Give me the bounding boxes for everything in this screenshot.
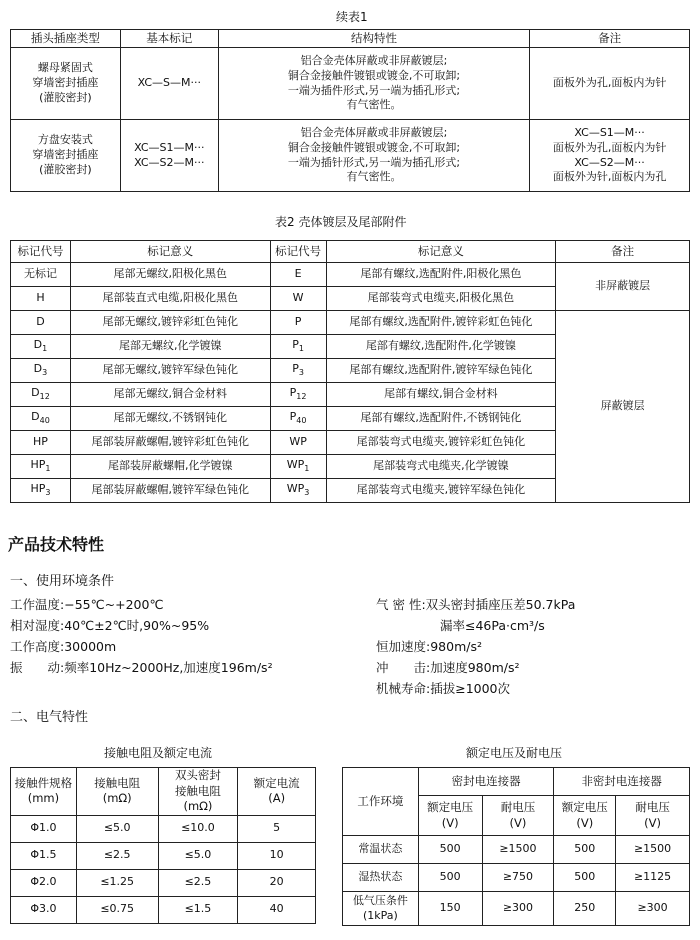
code-text: P [289, 386, 297, 399]
env-value: 40℃±2℃时,90%~95% [64, 618, 210, 633]
code-text: D [36, 315, 45, 329]
cell: ≤1.25 [76, 869, 158, 896]
col-header-note: 备注 [530, 30, 690, 48]
env-item-humidity [10, 616, 209, 634]
meaning-cell: 尾部有螺纹,选配附件,镀锌军绿色钝化 [326, 359, 556, 383]
col-header-withstand-voltage: 耐电压 (V) [482, 796, 554, 836]
code-subscript: 40 [39, 416, 50, 426]
cell: ≥1125 [616, 864, 690, 892]
code-cell [11, 287, 71, 311]
env-label: 气 密 性: [376, 597, 426, 612]
code-cell [11, 335, 71, 359]
code-cell [270, 359, 326, 383]
table-row [343, 892, 690, 926]
cell: 150 [418, 892, 482, 926]
table-row [11, 815, 316, 842]
meaning-cell: 尾部无螺纹,阳极化黑色 [70, 263, 270, 287]
meaning-cell: 尾部无螺纹,镀锌军绿色钝化 [70, 359, 270, 383]
cell: 500 [554, 864, 616, 892]
code-subscript: 1 [298, 344, 304, 354]
cell: 20 [238, 869, 316, 896]
table-row [11, 842, 316, 869]
table-row [11, 311, 690, 335]
code-cell [270, 263, 326, 287]
continued-table-caption: 续表1 [336, 10, 368, 24]
col-header-rated-voltage: 额定电压 (V) [418, 796, 482, 836]
code-text: D [31, 386, 40, 399]
code-text: WP [286, 482, 305, 495]
meaning-cell: 尾部无螺纹,镀锌彩虹色钝化 [70, 311, 270, 335]
code-subscript: 3 [304, 488, 310, 498]
env-label: 工作高度: [10, 639, 65, 654]
code-cell [270, 479, 326, 503]
code-text: P [292, 362, 299, 375]
code-text: D [33, 362, 43, 375]
cell: ≤1.5 [158, 896, 238, 923]
remark-cell: 非屏蔽镀层 [556, 263, 690, 311]
table-row [343, 864, 690, 892]
code-text: P [294, 315, 302, 329]
col-header-contact-resistance: 接触电阻 (mΩ) [76, 768, 158, 816]
env-label: 恒加速度: [376, 639, 431, 654]
code-cell [11, 311, 71, 335]
meaning-cell: 尾部无螺纹,不锈钢钝化 [70, 407, 270, 431]
col-header-meaning-2: 标记意义 [326, 241, 556, 263]
cell: 500 [418, 836, 482, 864]
code-cell [11, 431, 71, 455]
cell: 10 [238, 842, 316, 869]
code-text: WP [286, 458, 305, 471]
code-cell [270, 431, 326, 455]
note-cell: XC—S1—M··· 面板外为孔,面板内为针 XC—S2—M··· 面板外为针,面板内为孔 [530, 120, 690, 192]
feature-cell: 铝合金壳体屏蔽或非屏蔽镀层; 铜合金接触件镀银或镀金,不可取卸; 一端为插件形式,另一端为插孔形式; 有气密性。 [218, 48, 530, 120]
cell: Φ1.0 [11, 815, 77, 842]
meaning-cell: 尾部装屏蔽螺帽,镀锌军绿色钝化 [70, 479, 270, 503]
cell: ≤5.0 [158, 842, 238, 869]
col-header-code-2: 标记代号 [270, 241, 326, 263]
code-subscript: 3 [298, 368, 304, 378]
env-label: 冲 击: [376, 660, 431, 675]
env-item-leak-rate [440, 616, 545, 634]
cell: Φ1.5 [11, 842, 77, 869]
code-cell [270, 287, 326, 311]
env-value: 980m/s² [430, 639, 482, 654]
cell: 500 [554, 836, 616, 864]
meaning-cell: 尾部有螺纹,选配附件,化学镀镍 [326, 335, 556, 359]
meaning-cell: 尾部有螺纹,选配附件,不锈钢钝化 [326, 407, 556, 431]
cell: 40 [238, 896, 316, 923]
cell: 常温状态 [343, 836, 419, 864]
env-label: 振 动: [10, 660, 65, 675]
meaning-cell: 尾部装弯式电缆夹,镀锌军绿色钝化 [326, 479, 556, 503]
code-text: WP [289, 435, 307, 449]
contact-table [10, 767, 316, 924]
note-cell: 面板外为孔,面板内为针 [530, 48, 690, 120]
table-row [11, 869, 316, 896]
cell: 5 [238, 815, 316, 842]
code-subscript: 3 [42, 368, 48, 378]
cell: 250 [554, 892, 616, 926]
env-value: −55℃~+200℃ [64, 597, 164, 612]
cell: 低气压条件 (1kPa) [343, 892, 419, 926]
mark-cell: XC—S—M··· [120, 48, 218, 120]
code-subscript: 1 [45, 464, 51, 474]
section-title: 产品技术特性 [8, 535, 105, 554]
col-header-rated-current: 额定电流 (A) [238, 768, 316, 816]
code-subscript: 40 [296, 416, 307, 426]
col-header-rated-voltage: 额定电压 (V) [554, 796, 616, 836]
code-text: P [289, 410, 297, 423]
type-cell: 螺母紧固式 穿墙密封插座 (灌胶密封) [11, 48, 121, 120]
code-cell [11, 479, 71, 503]
voltage-table [342, 767, 690, 926]
table-row [11, 120, 690, 192]
env-subtitle: 一、使用环境条件 [10, 574, 115, 589]
cell: ≥750 [482, 864, 554, 892]
env-value: 30000m [64, 639, 117, 654]
meaning-cell: 尾部装弯式电缆夹,镀锌彩虹色钝化 [326, 431, 556, 455]
col-header-meaning-1: 标记意义 [70, 241, 270, 263]
env-label: 机械寿命: [376, 681, 431, 696]
code-subscript: 3 [45, 488, 51, 498]
code-text: HP [30, 482, 46, 495]
voltage-table-caption: 额定电压及耐电压 [466, 746, 563, 760]
col-header-mark: 基本标记 [120, 30, 218, 48]
code-text: D [33, 338, 43, 351]
cell: Φ3.0 [11, 896, 77, 923]
meaning-cell: 尾部有螺纹,选配附件,镀锌彩虹色钝化 [326, 311, 556, 335]
env-item-temperature [10, 595, 163, 613]
code-cell [270, 455, 326, 479]
meaning-cell: 尾部装弯式电缆夹,化学镀镍 [326, 455, 556, 479]
code-cell [270, 383, 326, 407]
code-text: E [294, 267, 302, 281]
code-text: H [36, 291, 45, 305]
env-label: 相对湿度: [10, 618, 65, 633]
col-header-environment: 工作环境 [343, 768, 419, 836]
code-text: D [31, 410, 40, 423]
type-cell: 方盘安装式 穿墙密封插座 (灌胶密封) [11, 120, 121, 192]
mark-cell: XC—S1—M··· XC—S2—M··· [120, 120, 218, 192]
cell: ≤10.0 [158, 815, 238, 842]
env-item-altitude [10, 637, 116, 655]
col-header-code-1: 标记代号 [11, 241, 71, 263]
cell: ≥300 [616, 892, 690, 926]
cell: ≥1500 [482, 836, 554, 864]
continued-table [10, 29, 690, 192]
env-item-airtightness [376, 595, 575, 613]
col-header-unsealed: 非密封电连接器 [554, 768, 690, 796]
table2-caption: 表2 壳体镀层及尾部附件 [275, 215, 407, 229]
meaning-cell: 尾部有螺纹,铜合金材料 [326, 383, 556, 407]
meaning-cell: 尾部装屏蔽螺帽,化学镀镍 [70, 455, 270, 479]
env-item-vibration [10, 658, 273, 676]
env-label: 工作温度: [10, 597, 65, 612]
cell: ≤5.0 [76, 815, 158, 842]
col-header-sealed: 密封电连接器 [418, 768, 554, 796]
cell: 500 [418, 864, 482, 892]
plating-table [10, 240, 690, 503]
cell: ≤0.75 [76, 896, 158, 923]
code-cell [270, 311, 326, 335]
meaning-cell: 尾部无螺纹,化学镀镍 [70, 335, 270, 359]
code-subscript: 1 [304, 464, 310, 474]
env-value: 插拔≥1000次 [430, 681, 511, 696]
meaning-cell: 尾部装直式电缆,阳极化黑色 [70, 287, 270, 311]
table-row [11, 48, 690, 120]
code-text: HP [30, 458, 46, 471]
code-cell [11, 407, 71, 431]
col-header-feature: 结构特性 [218, 30, 530, 48]
env-item-shock [376, 658, 520, 676]
meaning-cell: 尾部无螺纹,铜合金材料 [70, 383, 270, 407]
code-subscript: 12 [296, 392, 307, 402]
cell: ≥300 [482, 892, 554, 926]
table-row [343, 836, 690, 864]
code-cell [11, 263, 71, 287]
code-subscript: 1 [42, 344, 48, 354]
cell: ≥1500 [616, 836, 690, 864]
code-text: HP [33, 435, 48, 449]
cell: ≤2.5 [158, 869, 238, 896]
col-header-double-resistance: 双头密封 接触电阻 (mΩ) [158, 768, 238, 816]
col-header-remark: 备注 [556, 241, 690, 263]
code-cell [11, 359, 71, 383]
env-value: 双头密封插座压差50.7kPa [425, 597, 576, 612]
env-value: 加速度980m/s² [430, 660, 520, 675]
code-cell [11, 455, 71, 479]
code-text: W [292, 291, 304, 305]
code-text: 无标记 [23, 267, 57, 281]
remark-cell: 屏蔽镀层 [556, 311, 690, 503]
elec-subtitle: 二、电气特性 [10, 710, 89, 725]
code-cell [11, 383, 71, 407]
contact-table-caption: 接触电阻及额定电流 [104, 746, 213, 760]
cell: ≤2.5 [76, 842, 158, 869]
env-item-acceleration [376, 637, 482, 655]
col-header-withstand-voltage: 耐电压 (V) [616, 796, 690, 836]
code-text: P [292, 338, 299, 351]
code-cell [270, 335, 326, 359]
col-header-contact-size: 接触件规格 (mm) [11, 768, 77, 816]
col-header-type: 插头插座类型 [11, 30, 121, 48]
code-subscript: 12 [39, 392, 50, 402]
feature-cell: 铝合金壳体屏蔽或非屏蔽镀层; 铜合金接触件镀银或镀金,不可取卸; 一端为插针形式,另一端为插孔形式; 有气密性。 [218, 120, 530, 192]
table-row [11, 896, 316, 923]
meaning-cell: 尾部有螺纹,选配附件,阳极化黑色 [326, 263, 556, 287]
cell: Φ2.0 [11, 869, 77, 896]
code-cell [270, 407, 326, 431]
meaning-cell: 尾部装屏蔽螺帽,镀锌彩虹色钝化 [70, 431, 270, 455]
meaning-cell: 尾部装弯式电缆夹,阳极化黑色 [326, 287, 556, 311]
env-item-mechanical-life [376, 679, 510, 697]
table-row [11, 263, 690, 287]
env-value: 频率10Hz~2000Hz,加速度196m/s² [64, 660, 273, 675]
env-value: 漏率≤46Pa·cm³/s [440, 618, 545, 633]
cell: 湿热状态 [343, 864, 419, 892]
